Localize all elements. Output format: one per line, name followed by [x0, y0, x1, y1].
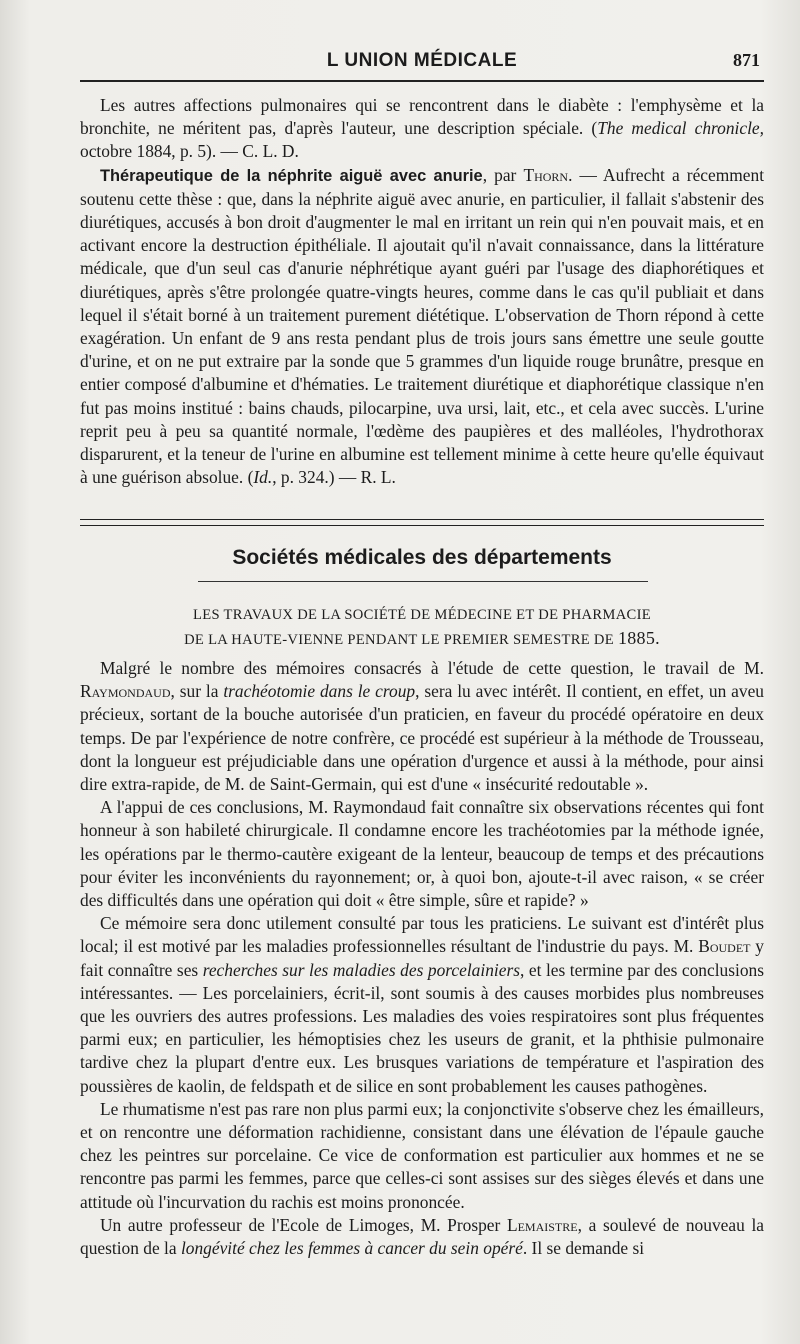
paragraph-text: Les autres affections pulmonaires qui se rencontrent dans le diabète : l'emphysème et la bronchite, ne méritent pas, d'après l'auteur, une description spéciale. (	[80, 95, 764, 139]
running-head: L UNION MÉDICALE	[326, 50, 518, 71]
ref-id: Id.	[253, 467, 273, 488]
paragraph-tracheotomie	[80, 657, 764, 796]
paragraph-porcelainiers	[80, 912, 764, 1098]
paragraph-text: , sur la	[170, 681, 224, 702]
paragraph-text: , et les termine par des conclusions intéressantes. — Les porcelainiers, écrit-il, sont soumis à des causes morbides plus nombreuses que les ouvriers des autres professions. Les maladies des voies respiratoires sont plus fréquentes parmi eux; en particulier, les hémoptisies chez les useurs de granit, et la phthisie pulmonaire tardive chez la plupart d'entre eux. Les brusques variations de température et l'aspiration des poussières de kaolin, de feldspath et de silice en sont probablement les causes pathogènes.	[80, 959, 764, 1096]
citation: , p. 324.) — R. L.	[272, 467, 396, 488]
paragraph-text: y fait connaître ses	[80, 936, 764, 980]
author-name: Raymondaud	[80, 681, 171, 702]
journal-title: The medical chronicle,	[597, 118, 764, 139]
paragraph-emphysema	[80, 94, 764, 164]
page-header	[80, 44, 764, 78]
paragraph-text: . — Aufrecht a récemment soutenu cette thèse : que, dans la néphrite aiguë avec anurie, en particulier, il fallait s'abstenir des diurétiques, accusés à bon droit d'augmenter le mal en irritant un rein qui n'en pouvait mais, et en activant encore la destruction épithéliale. Il ajoutait qu'il n'avait connaissance, dans la littérature médicale, que d'un seul cas d'anurie néphrétique ayant guéri par l'usage des diaphorétiques et diurétiques, après s'être prolongée quatre-vingts heures, comme dans le cas qu'il publiait et dans lequel il s'était borné à un traitement purement diététique. L'observation de Thorn répond à cette exagération. Un enfant de 9 ans resta pendant plus de trois jours sans émettre une seule goutte d'urine, et on ne put extraire par la sonde que 5 grammes d'un liquide rouge brunâtre, presque en entier composé d'albumine et d'hématies. Le traitement diurétique et diaphorétique classique n'en fut pas moins institué : bains chauds, pilocarpine, uva ursi, lait, etc., et cela avec succès. L'urine reprit peu à peu sa quantité normale, l'œdème des paupières et des malléoles, l'hydrothorax disparurent, et la teneur de l'urine en albumine est tellement minime à cette heure qu'elle équivaut à une guérison absolue. (	[80, 164, 765, 488]
author-name: Lemaistre	[506, 1214, 578, 1235]
page-number: 871	[733, 50, 760, 70]
author-name: Boudet	[698, 936, 751, 957]
paragraph-text: , a soulevé de nouveau la question de la	[80, 1214, 764, 1259]
topic-title: longévité chez les femmes à cancer du sein opéré	[180, 1238, 523, 1259]
subheading-text: DE LA HAUTE-VIENNE PENDANT LE PREMIER SEMESTRE DE	[184, 632, 618, 648]
section-title: Sociétés médicales des départements	[232, 546, 612, 569]
section-divider	[80, 519, 764, 526]
title-rule	[198, 581, 648, 582]
topic-title: trachéotomie dans le croup	[223, 681, 416, 702]
paragraph-text: , sera lu avec intérêt. Il contient, en effet, un aveu précieux, sortant de la bouche autorisée d'un praticien, en faveur du procédé opératoire en deux temps. De par l'expérience de notre confrère, ce procédé est supérieur à la méthode de Trousseau, dont la longueur est préjudiciable dans une opération d'urgence et aussi à la méthode, pour ainsi dire extra-rapide, de M. de Saint-Germain, qui est d'une « insécurité redoutable ».	[80, 681, 764, 795]
paragraph-nephrite	[80, 164, 764, 490]
author-name: Thorn	[523, 164, 569, 185]
article-block-bottom	[80, 657, 764, 1260]
subheading-year: 1885.	[617, 628, 660, 648]
header-rule	[80, 80, 764, 82]
topic-title: recherches sur les maladies des porcelainiers	[202, 959, 520, 980]
paragraph-text: Un autre professeur de l'Ecole de Limoges, M. Prosper	[100, 1214, 507, 1235]
paragraph-text: Ce mémoire sera donc utilement consulté par tous les praticiens. Le suivant est d'intérêt plus local; il est motivé par les maladies professionnelles résultant de l'industrie du pays. M.	[80, 913, 764, 957]
paragraph-rhumatisme: Le rhumatisme n'est pas rare non plus parmi eux; la conjonctivite s'observe chez les émailleurs, et on rencontre une déformation rachidienne, consistant dans une élévation de l'épaule gauche chez les peintres sur porcelaine. Ce vice de conformation est particulier aux hommes et ne se rencontre pas parmi les femmes, parce que celles-ci sont assises sur des sièges élevés et dans une attitude où l'incurvation du rachis est moins prononcée.	[80, 1098, 764, 1212]
section-subheading	[80, 604, 764, 652]
byline-text: , par	[482, 164, 524, 185]
paragraph-longevite	[80, 1214, 764, 1260]
article-heading: Thérapeutique de la néphrite aiguë avec anurie	[100, 166, 483, 185]
article-block-top	[80, 94, 764, 489]
paragraph-observations: A l'appui de ces conclusions, M. Raymondaud fait connaître six observations récentes qui font honneur à son habileté chirurgicale. Il condamne encore les trachéotomies par la méthode ignée, les opérations par le thermo-cautère exigeant de la lenteur, beaucoup de temps et des précautions pour éviter les inconvénients du rayonnement; or, à quoi bon, ajoute-t-il avec raison, « se créer des difficultés dans une opération qui doit « être simple, sûre et rapide? »	[80, 797, 764, 911]
paragraph-text: . Il se demande si	[522, 1238, 645, 1259]
subheading-line-1: LES TRAVAUX DE LA SOCIÉTÉ DE MÉDECINE ET DE PHARMACIE	[193, 607, 651, 623]
citation: octobre 1884, p. 5). — C. L. D.	[80, 141, 299, 162]
subheading-line-2	[80, 627, 764, 652]
paragraph-text: Malgré le nombre des mémoires consacrés à l'étude de cette question, le travail de M.	[100, 658, 764, 678]
